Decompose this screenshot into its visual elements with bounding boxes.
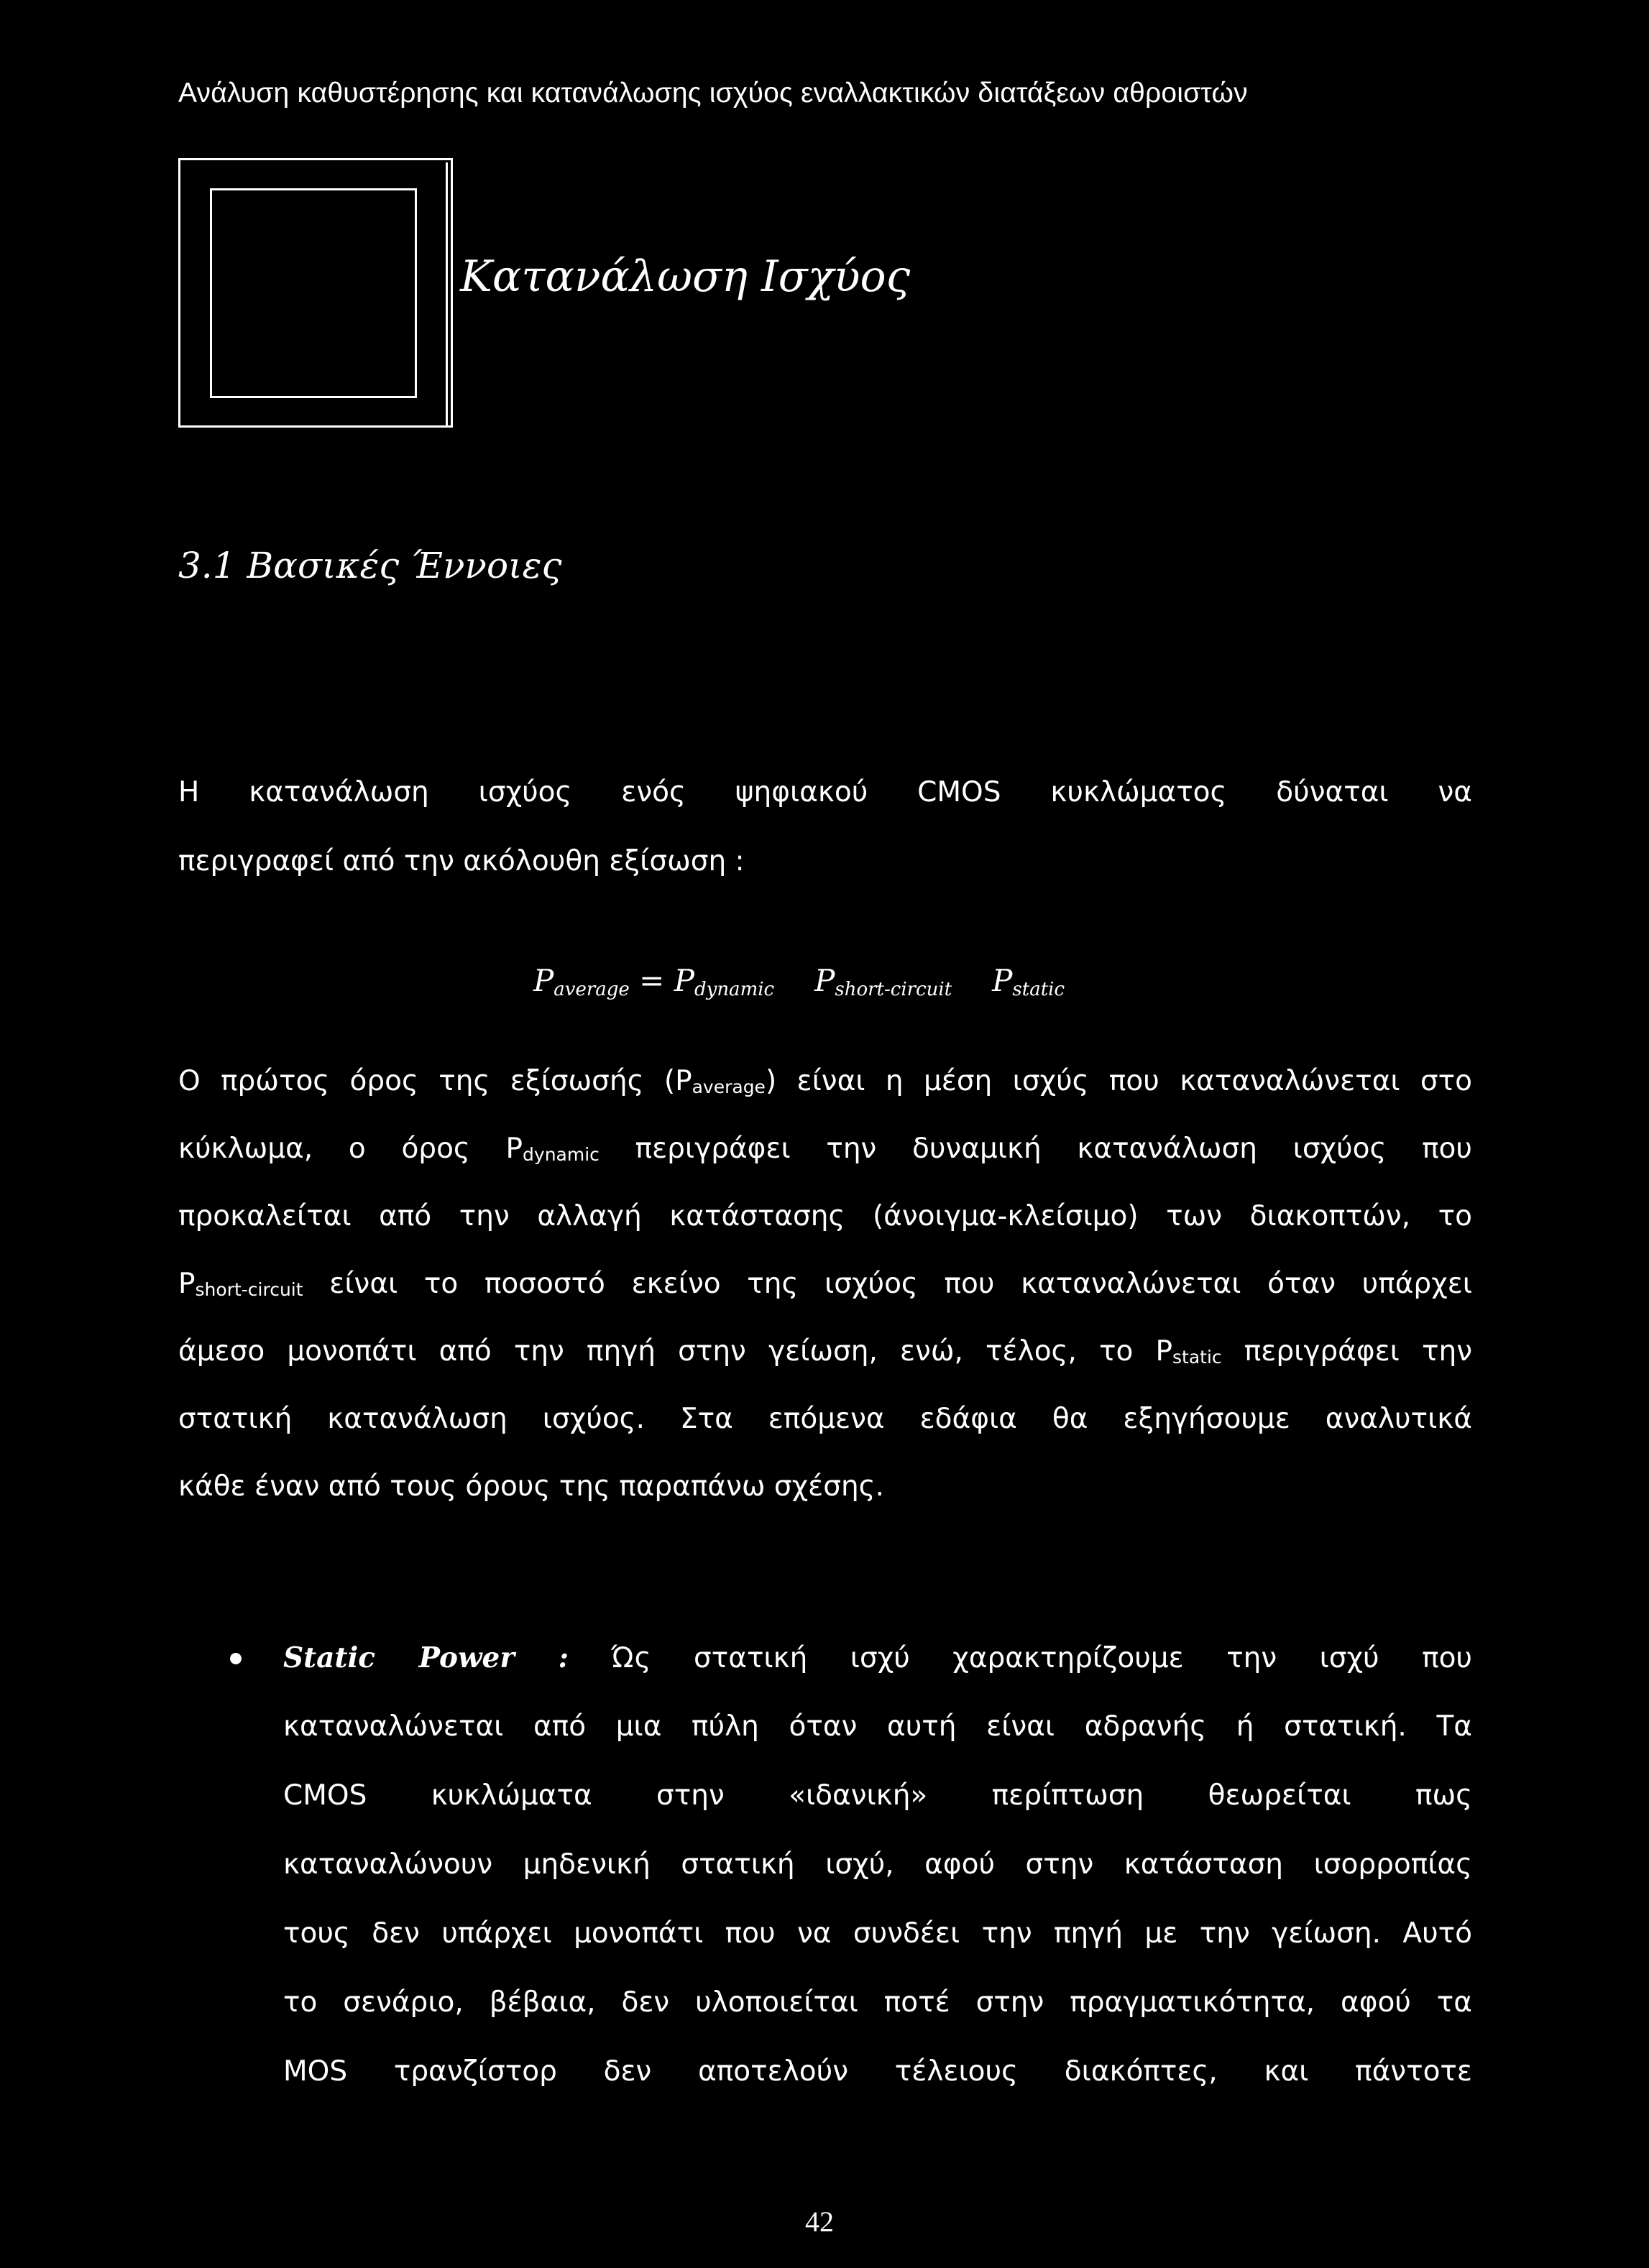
equals-sign: = [629, 963, 674, 998]
chapter-title: Κατανάλωση Ισχύος [460, 252, 911, 302]
intro-line-2: περιγραφεί από την ακόλουθη εξίσωση : [178, 845, 745, 877]
bullet-dot [230, 1653, 242, 1664]
bullet-line-3: CMOS κυκλώματα στην «ιδανική» περίπτωση θεωρείται πως [283, 1779, 1472, 1812]
explanation-line-3: προκαλείται από την αλλαγή κατάστασης (άνοιγμα-κλείσιμο) των διακοπτών, το [178, 1200, 1472, 1232]
power-equation [533, 963, 1065, 1000]
running-header: Ανάλυση καθυστέρησης και κατανάλωσης ισχύος εναλλακτικών διατάξεων αθροιστών [178, 78, 1248, 109]
explanation-line-4: Pshort-circuit είναι το ποσοστό εκείνο της ισχύος που καταναλώνεται όταν υπάρχει [178, 1268, 1472, 1300]
bullet-line-4: καταναλώνουν μηδενική στατική ισχύ, αφού στην κατάσταση ισορροπίας [283, 1848, 1472, 1881]
explanation-line-2: κύκλωμα, ο όρος Pdynamic περιγράφει την δυναμική κατανάλωση ισχύος που [178, 1133, 1472, 1165]
bullet-line-2: καταναλώνεται από μια πύλη όταν αυτή είναι αδρανής ή στατική. Τα [283, 1710, 1472, 1743]
p-short-circuit: $P_{short-circuit}$ [814, 963, 952, 1000]
p-static: $P_{static}$ [992, 963, 1065, 1000]
bullet-line-7: MOS τρανζίστορ δεν αποτελούν τέλειους διακόπτες, και πάντοτε [283, 2055, 1472, 2088]
bullet-line-6: το σενάριο, βέβαια, δεν υλοποιείται ποτέ στην πραγματικότητα, αφού τα [283, 1986, 1472, 2019]
p-average: $P_{average}$ [533, 963, 630, 1000]
bullet-line-5: τους δεν υπάρχει μονοπάτι που να συνδέει την πηγή με την γείωση. Αυτό [283, 1917, 1472, 1950]
p-dynamic: $P_{dynamic}$ [674, 963, 775, 1000]
page-number: 42 [805, 2205, 834, 2238]
explanation-line-6: στατική κατανάλωση ισχύος. Στα επόμενα εδάφια θα εξηγήσουμε αναλυτικά [178, 1403, 1472, 1435]
bullet-term: Static Power : [283, 1641, 569, 1674]
explanation-line-1: Ο πρώτος όρος της εξίσωσής (Paverage) είναι η μέση ισχύς που καταναλώνεται στο [178, 1065, 1472, 1097]
intro-line-1: Η κατανάλωση ισχύος ενός ψηφιακού CMOS κυκλώματος δύναται να [178, 776, 1472, 808]
chapter-divider [446, 162, 448, 427]
bullet-line-1: Static Power : Ώς στατική ισχύ χαρακτηρίζουμε την ισχύ που [283, 1641, 1472, 1674]
section-title: 3.1 Βασικές Έννοιες [178, 545, 562, 586]
chapter-box-inner [210, 188, 417, 398]
explanation-line-7: κάθε έναν από τους όρους της παραπάνω σχέσης. [178, 1470, 884, 1503]
explanation-line-5: άμεσο μονοπάτι από την πηγή στην γείωση, ενώ, τέλος, το Pstatic περιγράφει την [178, 1335, 1472, 1368]
